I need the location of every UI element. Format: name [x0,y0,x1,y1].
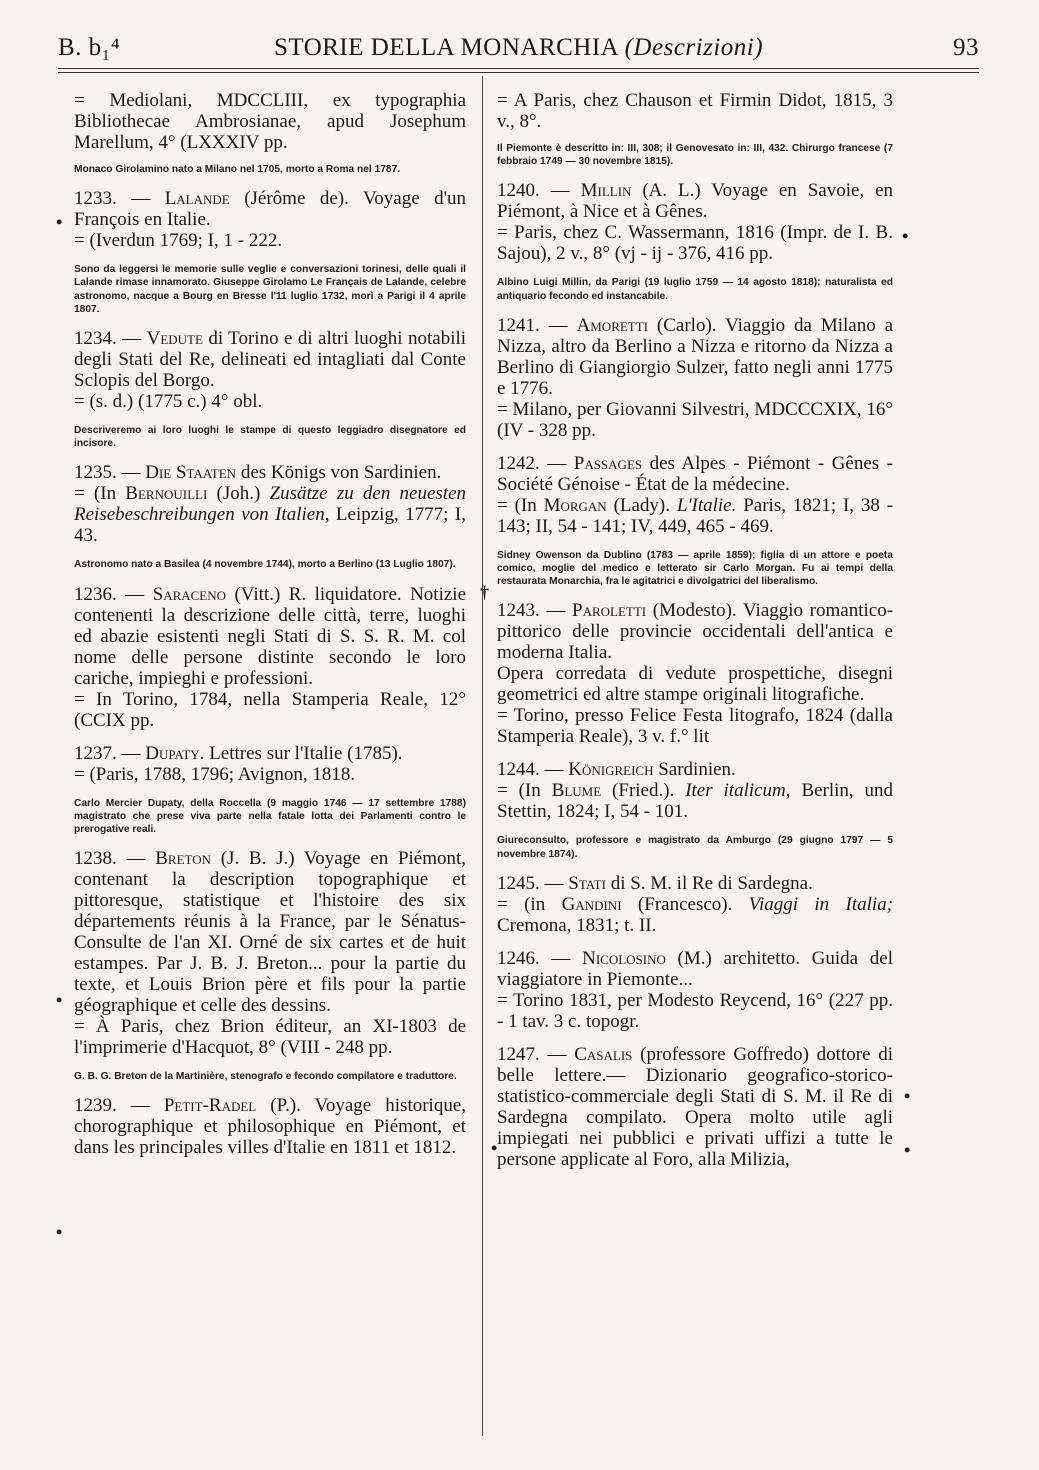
entry-title: des Alpes - Piémont - Gênes - Société Génoise - État de la médecine. [497,452,894,495]
entry-number: 1239. — [74,1095,150,1117]
entry-imprint: (Francesco). [637,893,733,915]
entry-description: Opera corredata di vedute prospettiche, disegni geometrici ed altre stampe originali litografiche. [497,663,893,706]
entry-title: (Carlo). Viaggio da Milano a Nizza, altro da Berlino a Nizza e ritorno da Nizza a Berlino di Giangiorgio Sulzer, fatto negli anni 1775 e 1776. [497,314,894,399]
entry-title: (Jérôme de). Voyage d'un François en Italie. [74,188,467,231]
entry-author: Saraceno [152,583,227,605]
entry-imprint: = À Paris, chez Brion éditeur, an XI-1803 de l'imprimerie d'Hacquot, 8° (VIII - 248 pp. [74,1016,466,1059]
entry-imprint: = (In [74,483,117,505]
entry-author: Casalis [574,1043,633,1065]
entry-1242 [497,453,893,537]
entry-continuation: = Mediolani, MDCCLIII, ex typographia Bibliothecae Ambrosianae, apud Josephum Marellum, 4° (LXXXIV pp. [74,90,466,153]
entry-note: Sidney Owenson da Dublino (1783 — aprile 1859); figlia di un attore e poeta comico, moglie del medico e letterato sir Carlo Morgan. Fu ai tempi della restaurata Monarchia, fra le agitatrici e divolgatrici del liberalismo. [497,549,893,588]
left-column [74,90,466,1170]
entry-number: 1235. — [74,462,141,484]
entry-title: (Modesto). Viaggio romantico-pittorico delle provincie occidentali dell'antica e moderna Italia. [497,600,894,664]
entry-note: G. B. G. Breton de la Martinière, stenografo e fecondo compilatore e traduttore. [74,1071,457,1083]
entry-1245 [497,873,893,936]
entry-1243 [497,600,893,747]
entry-note: Sono da leggersi le memorie sulle veglie e conversazioni torinesi, delle quali il Lalande rimase innamorato. Giuseppe Girolamo Le Français de Lalande, celebre astronomo, nacque a Bourg en Bresse l'11 luglio 1732, morì a Parigi il 4 aprile 1807. [74,264,466,315]
entry-number: 1245. — [497,872,564,894]
header-rule-double [58,72,979,73]
entry-number: 1233. — [74,188,151,210]
margin-bullet: • [904,1086,911,1106]
entry-author: Petit-Radel [163,1095,257,1117]
entry-author: Paroletti [572,600,647,622]
entry-number: 1240. — [497,180,570,202]
entry-number: 1237. — [74,742,141,764]
entry-author: Passages [573,452,643,474]
entry-imprint: = (In [497,494,537,516]
entry-imprint-author: Gandini [561,893,622,915]
entry-imprint: Leipzig, 1777; I, 43. [74,504,466,547]
entry-number: 1242. — [497,452,567,474]
entry-title: (M.) architetto. Guida del viaggiatore in Piemonte... [497,947,893,990]
entry-1239 [74,1095,466,1158]
margin-bullet: † [480,582,489,602]
entry-title: (professore Goffredo) dottore di belle lettere.— Dizionario geografico-storico-statistico-commerciale degli Stati di S. M. il Re di Sardegna compilato. Opera molto utile agli impiegati nei pubblici e privati uffizi a tutte le persone applicate al Foro, alla Milizia, [497,1043,894,1170]
page-title [58,34,979,62]
entry-1235 [74,462,466,546]
entry-note: Albino Luigi Millin, da Parigi (19 luglio 1759 — 14 agosto 1818); naturalista ed antiquario fecondo ed instancabile. [497,277,893,302]
entry-imprint: = Torino, presso Felice Festa litografo, 1824 (dalla Stamperia Reale), 3 v. f.° lit [497,705,893,748]
entry-author: Breton [155,848,211,870]
entry-imprint-title: Iter italicum, [685,780,791,802]
entry-imprint: = In Torino, 1784, nella Stamperia Reale, 12° (CCIX pp. [74,688,466,731]
entry-author: Die Staaten [145,462,237,484]
entry-1241 [497,315,893,441]
entry-imprint: = (s. d.) (1775 c.) 4° obl. [74,391,263,413]
entry-imprint: = (Paris, 1788, 1796; Avignon, 1818. [74,763,356,785]
entry-imprint: = (in [497,893,546,915]
entry-1238 [74,848,466,1058]
entry-imprint: Berlin, und Stettin, 1824; I, 54 - 101. [497,780,894,823]
entry-note: Carlo Mercier Dupaty, della Roccella (9 maggio 1746 — 17 settembre 1788) magistrato che prese viva parte nella fatale lotta dei Parlamenti contro le prerogative reali. [74,797,466,836]
entry-imprint: (Lady). [613,494,671,516]
entry-imprint: (Fried.). [612,780,675,802]
entry-1237 [74,743,466,785]
entry-title: di Torino e di altri luoghi notabili degli Stati del Re, delineati ed intagliati dal Conte Sclopis del Borgo. [74,328,467,392]
entry-number: 1234. — [74,328,142,350]
entry-author: Amoretti [576,314,649,336]
running-header [58,30,979,70]
entry-note: Astronomo nato a Basilea (4 novembre 1744), morto a Berlino (13 Luglio 1807). [74,559,456,571]
entry-note: Monaco Girolamino nato a Milano nel 1705, morto a Roma nel 1787. [74,164,401,175]
entry-1247 [497,1044,893,1170]
entry-note: Giureconsulto, professore e magistrato da Amburgo (29 giugno 1797 — 5 novembre 1874). [497,835,893,860]
margin-bullet: • [56,212,63,232]
entry-1246 [497,948,893,1032]
entry-title: di S. M. il Re di Sardegna. [610,872,813,894]
entry-imprint-author: Blume [551,780,602,802]
entry-1233 [74,188,466,251]
header-rule [58,68,979,69]
entry-imprint: (Joh.) [216,483,261,505]
margin-bullet: • [902,226,909,246]
entry-title: (J. B. J.) Voyage en Piémont, contenant la description topographique et pittoresque, statistique et l'histoire des six départements réunis à la France, par le Sénatus-Consulte de l'an XI. Orné de six cartes et de huit estampes. Par J. B. J. Breton... pour la partie du texte, et Louis Brion père et fils pour la partie géographique et celle des dessins. [74,848,467,1017]
entry-imprint-author: Morgan [543,494,607,516]
entry-imprint: Paris, 1821; I, 38 - 143; II, 54 - 141; IV, 449, 465 - 469. [497,494,894,537]
entry-number: 1246. — [497,947,571,969]
entry-author: Nicolosino [582,947,666,969]
margin-bullet: • [904,1140,911,1160]
entry-number: 1244. — [497,759,564,781]
entry-imprint-title: Viaggi in Italia; [748,893,894,915]
entry-author: Millin [580,180,632,202]
page-title-main: STORIE DELLA MONARCHIA [273,34,618,61]
entry-author: Lalande [164,188,230,210]
entry-imprint: = Paris, chez C. Wassermann, 1816 (Impr. de I. B. Sajou), 2 v., 8° (vj - ij - 376, 416 pp. [497,222,893,265]
margin-bullet: • [56,1222,63,1242]
entry-note: Il Piemonte è descritto in: III, 308; il Genovesato in: III, 432. Chirurgo francese (7 febbraio 1749 — 30 novembre 1815). [497,143,893,168]
entry-imprint-title: L'Italie. [676,494,737,516]
entry-1244 [497,759,893,822]
page-number: 93 [953,34,979,61]
entry-author: Stati [568,872,606,894]
entry-imprint-title: Zusätze zu den neuesten Reisebeschreibungen von Italien, [74,483,467,526]
entry-imprint: = (Iverdun 1769; I, 1 - 222. [74,230,283,252]
entry-imprint: = Milano, per Giovanni Silvestri, MDCCCXIX, 16° (IV - 328 pp. [497,398,893,441]
entry-imprint: = Torino 1831, per Modesto Reycend, 16° (227 pp. - 1 tav. 3 c. topogr. [497,989,893,1032]
entry-number: 1238. — [74,848,146,870]
entry-author: Vedute [146,328,203,350]
entry-1236 [74,584,466,731]
entry-number: 1247. — [497,1043,567,1065]
entry-imprint: Cremona, 1831; t. II. [497,914,657,936]
entry-imprint: = (In [497,780,541,802]
margin-bullet: • [491,1138,498,1158]
margin-bullet: • [56,990,63,1010]
page-title-sub: (Descrizioni) [624,34,764,61]
entry-1234 [74,328,466,412]
entry-note: Descriveremo ai loro luoghi le stampe di questo leggiadro disegnatore ed incisore. [74,425,466,450]
signature-mark: B. b₁⁴ [58,34,121,61]
entry-author: Königreich [568,759,654,781]
entry-author: Dupaty. [145,742,205,764]
entry-title: Lettres sur l'Italie (1785). [209,742,403,764]
entry-title: (P.). Voyage historique, chorographique et philosophique en Piémont, et dans les principales villes d'Italie en 1811 et 1812. [74,1095,467,1159]
entry-title: (Vitt.) R. liquidatore. Notizie contenenti la descrizione delle città, terre, luoghi ed abazie esistenti negli Stati di S. S. R. M. col nome delle persone distinte secondo le loro cariche, impieghi e professioni. [74,583,466,689]
entry-number: 1243. — [497,600,566,622]
entry-number: 1236. — [74,583,145,605]
right-column [497,90,893,1182]
entry-imprint-author: Bernouilli [125,483,208,505]
entry-title: des Königs von Sardinien. [240,462,442,484]
entry-number: 1241. — [497,314,568,336]
entry-continuation: = A Paris, chez Chauson et Firmin Didot, 1815, 3 v., 8°. [497,90,893,132]
column-divider [482,76,483,1436]
entry-title: (A. L.) Voyage en Savoie, en Piémont, à Nice et à Gênes. [497,180,894,223]
entry-title: Sardinien. [658,759,736,781]
entry-1240 [497,180,893,264]
